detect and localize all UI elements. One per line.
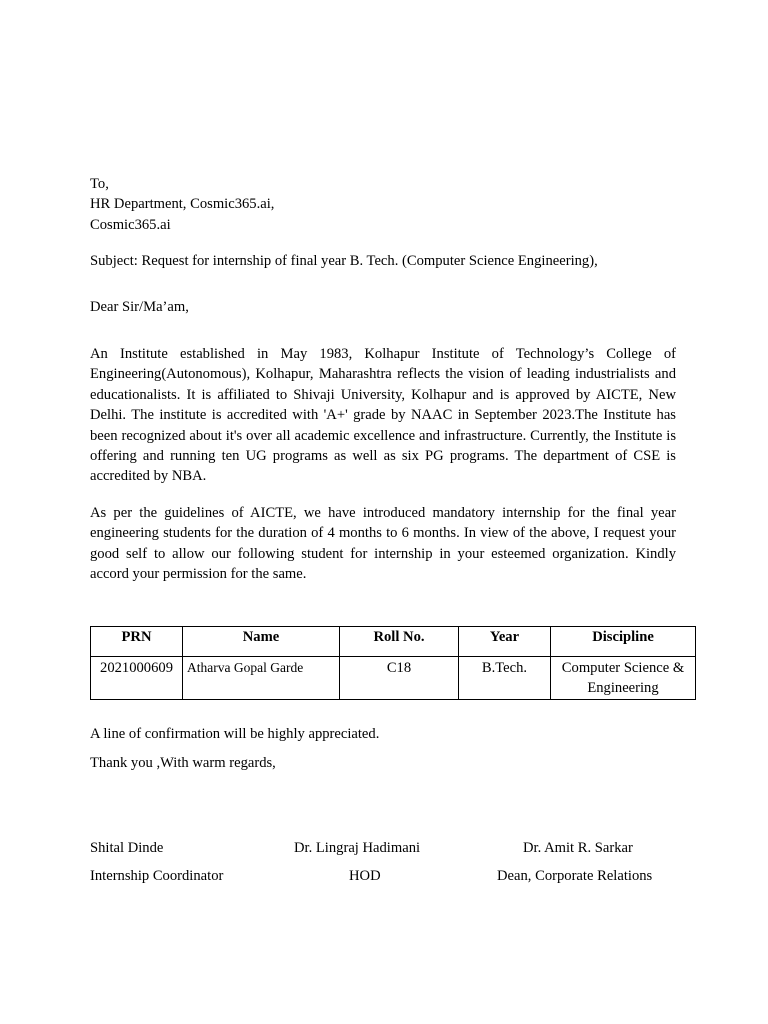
cell-discipline: Computer Science & Engineering: [551, 657, 696, 700]
cell-name: Atharva Gopal Garde: [183, 657, 340, 700]
table-header-row: [91, 627, 696, 657]
student-table: [90, 626, 696, 700]
institute-paragraph: An Institute established in May 1983, Kolhapur Institute of Technology’s College of Engineering(Autonomous), Kolhapur, Maharashtra reflects the vision of leading industrialists and educationalists. It is affiliated to Shivaji University, Kolhapur and is approved by AICTE, New Delhi. The institute is accredited with 'A+' grade by NAAC in September 2023.The Institute has been recognized about it's over all academic excellence and infrastructure. Currently, the Institute is offering and running ten UG programs as well as six PG programs. The department of CSE is accredited by NBA.: [90, 346, 676, 485]
column-header-year: Year: [459, 627, 551, 657]
column-header-discipline: Discipline: [551, 627, 696, 657]
table-row: [91, 657, 696, 700]
signatory-2-name: Dr. Lingraj Hadimani: [294, 840, 421, 856]
address-line-1: HR Department, Cosmic365.ai,: [90, 196, 275, 213]
cell-prn: 2021000609: [91, 657, 183, 700]
cell-roll-no: C18: [340, 657, 459, 700]
thanks-line: Thank you ,With warm regards,: [90, 755, 276, 771]
signatory-3-role: Dean, Corporate Relations: [497, 868, 653, 884]
signatory-1-name: Shital Dinde: [90, 840, 164, 856]
salutation: Dear Sir/Ma’am,: [90, 299, 189, 315]
address-line-2: Cosmic365.ai: [90, 216, 171, 233]
confirmation-line: A line of confirmation will be highly appreciated.: [90, 726, 380, 742]
cell-year: B.Tech.: [459, 657, 551, 700]
recipient-address: [90, 174, 676, 235]
address-to: To,: [90, 176, 109, 192]
column-header-roll-no: Roll No.: [340, 627, 459, 657]
column-header-prn: PRN: [91, 627, 183, 657]
signatory-1-role: Internship Coordinator: [90, 868, 224, 884]
column-header-name: Name: [183, 627, 340, 657]
signatory-3-name: Dr. Amit R. Sarkar: [523, 840, 633, 856]
internship-request-paragraph: As per the guidelines of AICTE, we have introduced mandatory internship for the final year engineering students for the duration of 4 months to 6 months. In view of the above, I request your good self to allow our following student for internship in your esteemed organization. Kindly accord your permission for the same.: [90, 505, 676, 583]
subject-line: Subject: Request for internship of final year B. Tech. (Computer Science Engineering),: [90, 253, 598, 269]
signatory-2-role: HOD: [349, 868, 381, 884]
